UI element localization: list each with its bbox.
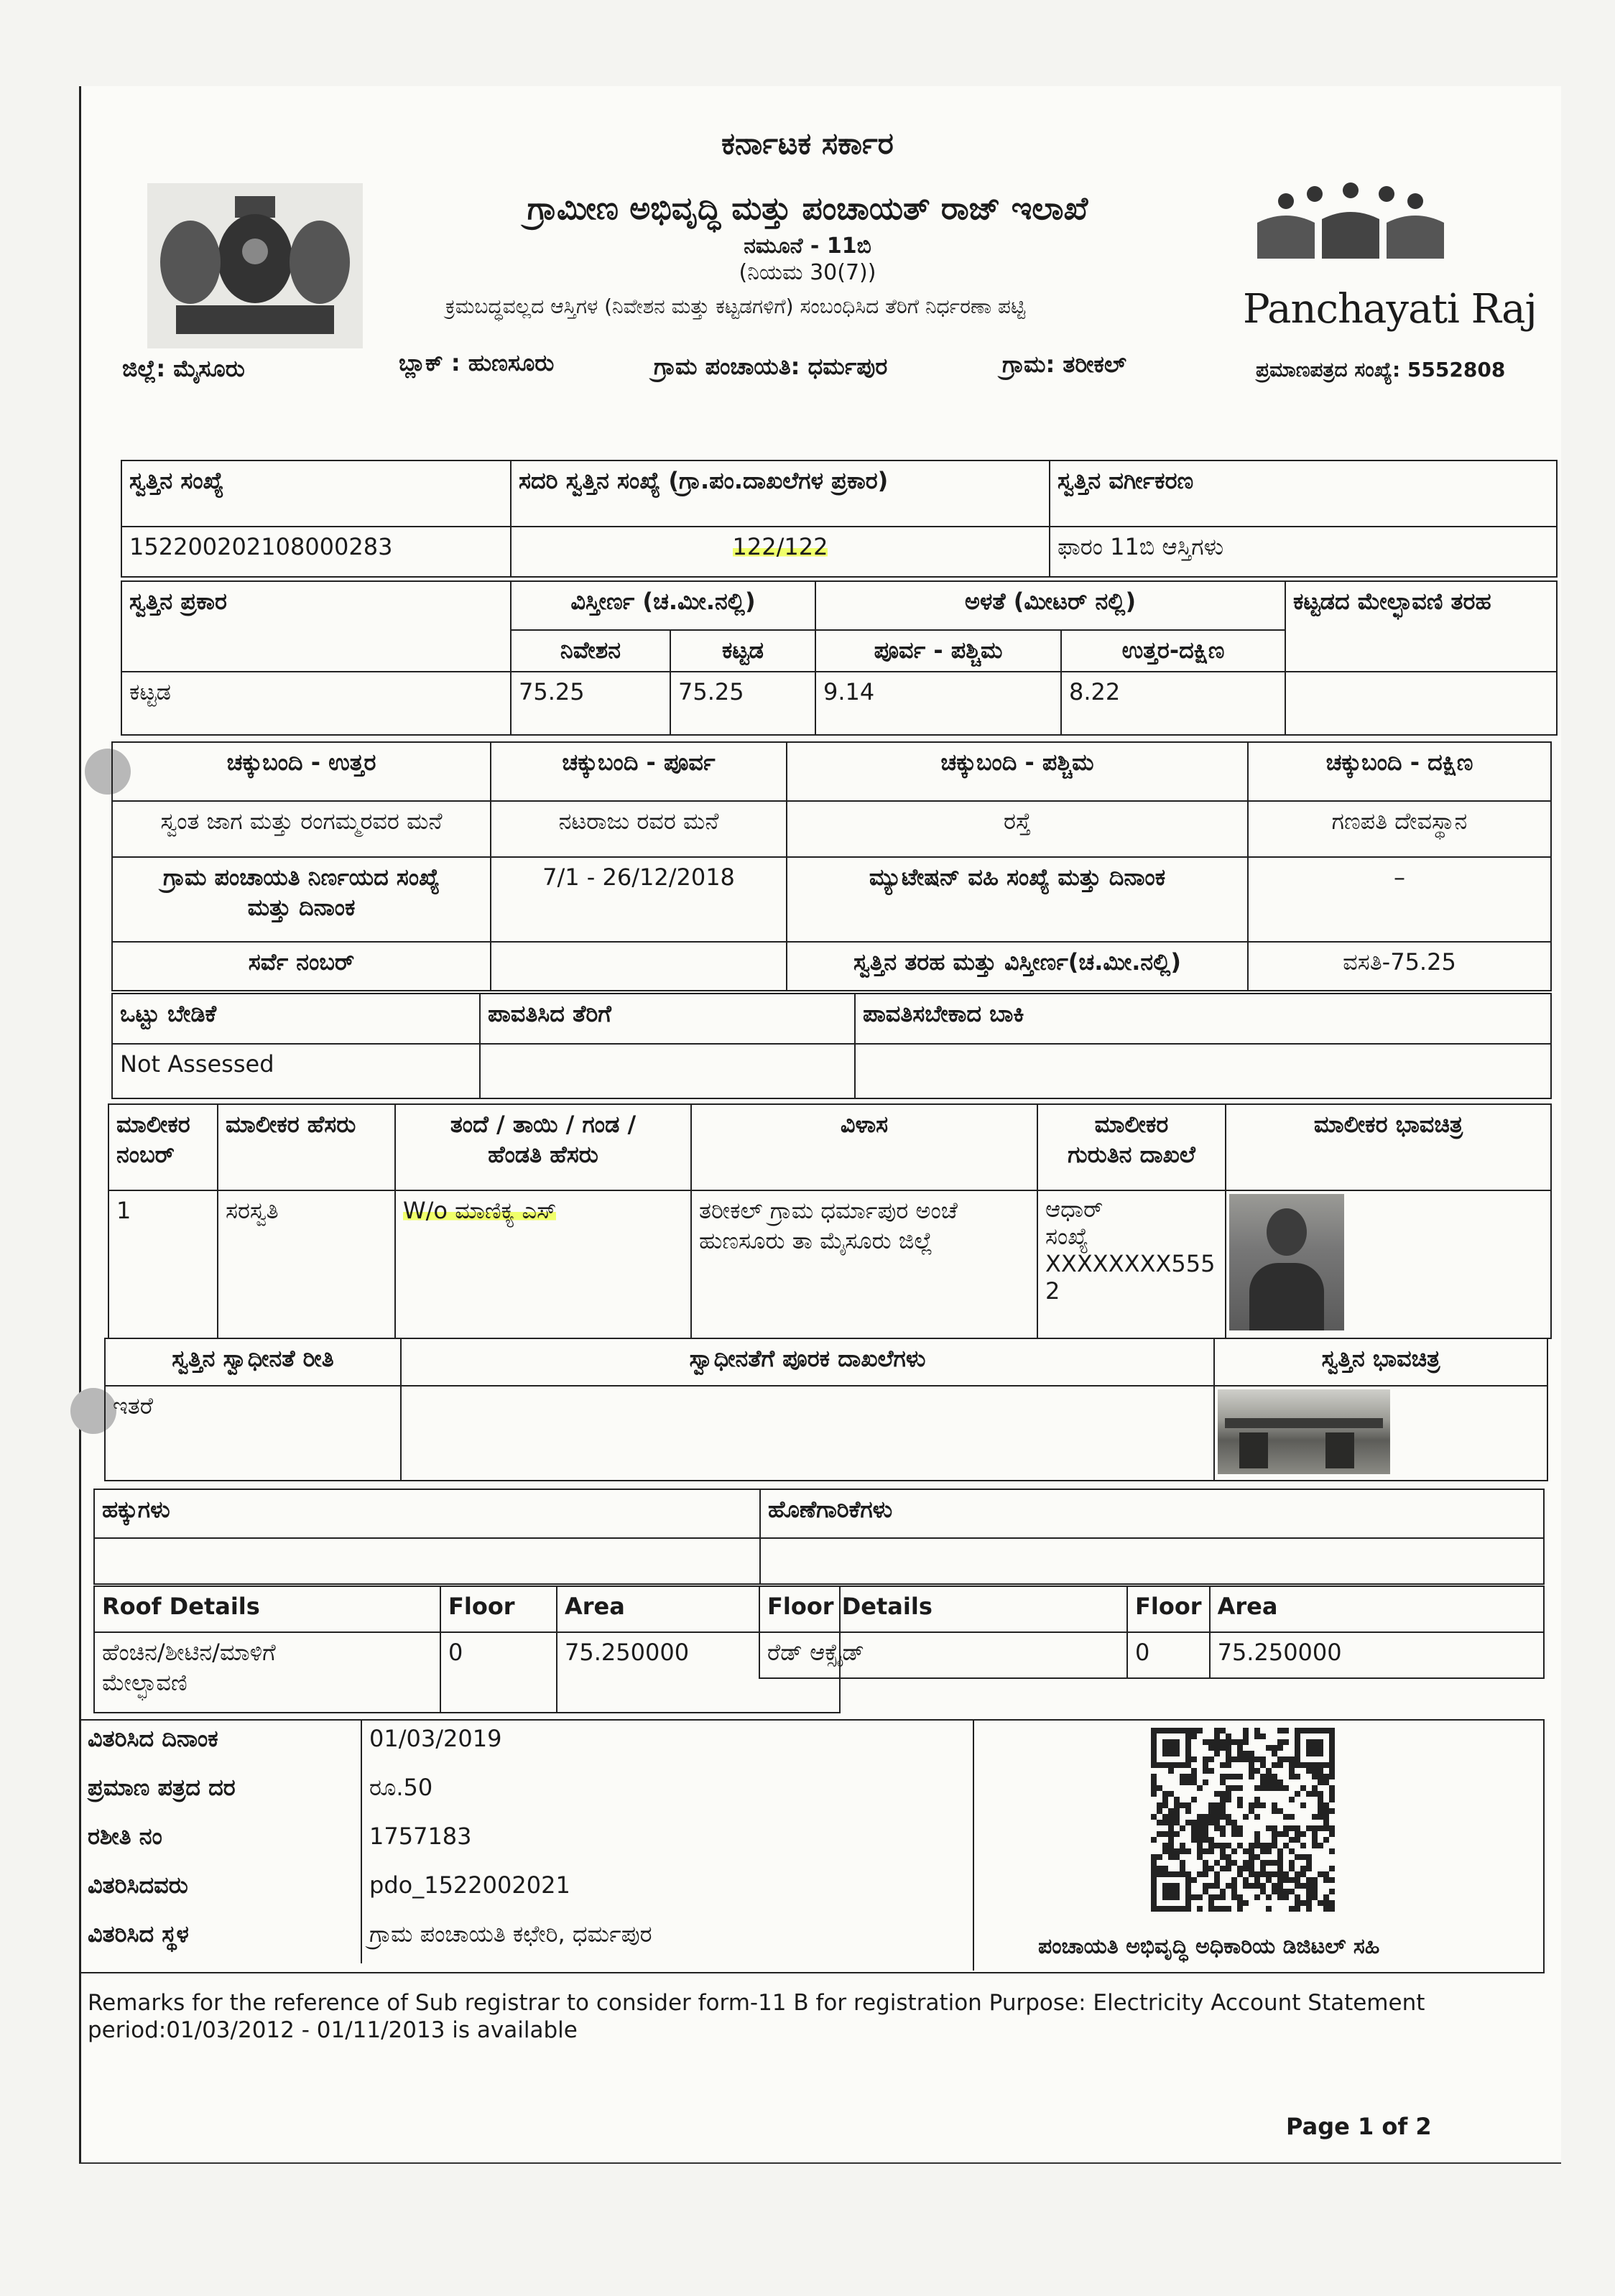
rights-label: ಹಕ್ಕುಗಳು — [94, 1489, 760, 1538]
floor-details-label: Floor Details — [759, 1586, 1127, 1632]
owner-no-label-2: ನಂಬರ್ — [116, 1141, 175, 1168]
sadari-label: ಸದರಿ ಸ್ವತ್ತಿನ ಸಂಖ್ಯೆ (ಗ್ರಾ.ಪಂ.ದಾಖಲೆಗಳ ಪ್ರಕಾರ) — [511, 460, 1050, 527]
issue-place-value: ಗ್ರಾಮ ಪಂಚಾಯತಿ ಕಛೇರಿ, ಧರ್ಮಪುರ — [361, 1915, 971, 1963]
acquisition-method-value: ಇತರೆ — [105, 1386, 401, 1481]
owner-name-value: ಸರಸ್ವತಿ — [218, 1190, 395, 1338]
east-west-value: 9.14 — [815, 672, 1061, 735]
north-boundary-label: ಚಕ್ಕುಬಂದಿ - ಉತ್ತರ — [112, 742, 491, 801]
qr-code — [1151, 1728, 1335, 1915]
receipt-number-value: 1757183 — [361, 1817, 971, 1866]
block: ಬ್ಲಾಕ್ : ಹುಣಸೂರು — [399, 349, 555, 376]
property-id-label: ಸ್ವತ್ತಿನ ಸಂಖ್ಯೆ — [121, 460, 511, 527]
east-boundary-label: ಚಕ್ಕುಬಂದಿ - ಪೂರ್ವ — [491, 742, 787, 801]
property-area-type-value: ವಸತಿ-75.25 — [1248, 942, 1551, 991]
tax-table — [111, 993, 1552, 1099]
owner-id-number-2: 2 — [1045, 1277, 1060, 1305]
property-photo-label: ಸ್ವತ್ತಿನ ಭಾವಚಿತ್ರ — [1214, 1338, 1547, 1386]
owner-id-number: XXXXXXXX555 — [1045, 1250, 1216, 1277]
issue-divider — [973, 1719, 974, 1971]
roof-details-table — [93, 1586, 841, 1713]
owner-id-label: ಮಾಲೀಕರ — [1094, 1111, 1169, 1138]
issued-by-label: ವಿತರಿಸಿದವರು — [88, 1871, 188, 1899]
certificate-fee-value: ರೂ.50 — [361, 1768, 971, 1817]
classification-label: ಸ್ವತ್ತಿನ ವರ್ಗೀಕರಣ — [1050, 460, 1557, 527]
govt-title: ಕರ್ನಾಟಕ ಸರ್ಕಾರ — [721, 126, 894, 161]
supporting-documents-label: ಸ್ವಾಧೀನತೆಗೆ ಪೂರಕ ದಾಖಲೆಗಳು — [401, 1338, 1214, 1386]
north-boundary-value: ಸ್ವಂತ ಜಾಗ ಮತ್ತು ರಂಗಮ್ಮರವರ ಮನೆ — [112, 801, 491, 857]
certificate-number: ಪ್ರಮಾಣಪತ್ರದ ಸಂಖ್ಯೆ: 5552808 — [1256, 358, 1506, 381]
area-label: ವಿಸ್ತೀರ್ಣ (ಚ.ಮೀ.ನಲ್ಲಿ) — [511, 581, 815, 630]
owner-table — [108, 1103, 1552, 1339]
west-boundary-label: ಚಕ್ಕುಬಂದಿ - ಪಶ್ಚಿಮ — [787, 742, 1248, 801]
site-label: ನಿವೇಶನ — [511, 630, 670, 672]
owner-id-label-2: ಗುರುತಿನ ದಾಖಲೆ — [1068, 1141, 1195, 1168]
boundary-table — [111, 741, 1552, 991]
property-type-value: ಕಟ್ಟಡ — [121, 672, 511, 735]
west-boundary-value: ರಸ್ತೆ — [787, 801, 1248, 857]
liabilities-label: ಹೊಣೆಗಾರಿಕೆಗಳು — [760, 1489, 1544, 1538]
east-west-label: ಪೂರ್ವ - ಪಶ್ಚಿಮ — [815, 630, 1061, 672]
relation-label-2: ಹೆಂಡತಿ ಹೆಸರು — [488, 1141, 598, 1168]
site-area-value: 75.25 — [511, 672, 670, 735]
acquisition-method-label: ಸ್ವತ್ತಿನ ಸ್ವಾಧೀನತೆ ರೀತಿ — [105, 1338, 401, 1386]
roof-area-label: Area — [557, 1586, 840, 1632]
issue-place-label: ವಿತರಿಸಿದ ಸ್ಥಳ — [88, 1920, 189, 1948]
owner-no-value: 1 — [108, 1190, 218, 1338]
roof-floor-label: Floor — [440, 1586, 557, 1632]
page-number: Page 1 of 2 — [1286, 2113, 1432, 2140]
total-demand-value: Not Assessed — [112, 1044, 480, 1098]
property-photo — [1218, 1389, 1390, 1474]
gp-decision-label-2: ಮತ್ತು ದಿನಾಂಕ — [247, 894, 356, 921]
roof-type-value: ಹೆಂಚಿನ/ಶೀಟಿನ/ಮಾಳಿಗೆ — [102, 1639, 276, 1666]
panchayati-raj-logo — [1243, 180, 1458, 280]
rule-number: (ನಿಯಮ 30(7)) — [739, 260, 876, 285]
building-label: ಕಟ್ಟಡ — [670, 630, 815, 672]
survey-number-value — [491, 942, 787, 991]
tax-paid-value — [480, 1044, 855, 1098]
receipt-number-label: ರಶೀತಿ ನಂ — [88, 1823, 162, 1850]
issue-date-value: 01/03/2019 — [361, 1719, 971, 1768]
north-south-label: ಉತ್ತರ-ದಕ್ಷಿಣ — [1061, 630, 1285, 672]
owner-photo — [1229, 1194, 1344, 1330]
floor-area-value: 75.250000 — [1210, 1632, 1544, 1678]
department-title: ಗ್ರಾಮೀಣ ಅಭಿವೃದ್ಧಿ ಮತ್ತು ಪಂಚಾಯತ್ ರಾಜ್ ಇಲಾಖೆ — [527, 190, 1088, 227]
balance-label: ಪಾವತಿಸಬೇಕಾದ ಬಾಕಿ — [855, 994, 1551, 1044]
panchayati-raj-logo-text: Panchayati Raj — [1243, 286, 1537, 333]
district: ಜಿಲ್ಲೆ: ಮೈಸೂರು — [122, 355, 245, 382]
owner-address-line-1: ತರೀಕಲ್ ಗ್ರಾಮ ಧರ್ಮಾಪುರ ಅಂಚೆ — [699, 1197, 958, 1224]
floor-area-label: Area — [1210, 1586, 1544, 1632]
certificate-fee-label: ಪ್ರಮಾಣ ಪತ್ರದ ದರ — [88, 1774, 236, 1801]
sadari-value: 122/122 — [732, 533, 828, 560]
gram-panchayat: ಗ್ರಾಮ ಪಂಚಾಯತಿ: ಧರ್ಮಪುರ — [654, 353, 888, 380]
balance-value — [855, 1044, 1551, 1098]
east-boundary-value: ನಟರಾಜು ರವರ ಮನೆ — [491, 801, 787, 857]
roof-details-label: Roof Details — [94, 1586, 440, 1632]
property-id-table — [121, 460, 1558, 578]
digital-signature-label: ಪಂಚಾಯತಿ ಅಭಿವೃದ್ಧಿ ಅಧಿಕಾರಿಯ ಡಿಜಿಟಲ್ ಸಹಿ — [1038, 1934, 1380, 1959]
property-id-value: 152200202108000283 — [121, 527, 511, 577]
property-area-table — [121, 580, 1558, 736]
roof-type-value-2: ಮೇಲ್ಛಾವಣಿ — [102, 1669, 188, 1696]
acquisition-table — [104, 1338, 1548, 1481]
rights-table — [93, 1489, 1545, 1585]
survey-number-label: ಸರ್ವೆ ನಂಬರ್ — [112, 942, 491, 991]
gp-decision-value: 7/1 - 26/12/2018 — [491, 857, 787, 942]
owner-no-label: ಮಾಲೀಕರ — [116, 1111, 190, 1138]
relation-label: ತಂದೆ / ತಾಯಿ / ಗಂಡ / — [450, 1111, 637, 1138]
owner-id-type-2: ಸಂಖ್ಯೆ — [1045, 1223, 1089, 1250]
owner-photo-label: ಮಾಲೀಕರ ಭಾವಚಿತ್ರ — [1226, 1104, 1551, 1190]
form-subtitle: ಕ್ರಮಬದ್ಧವಲ್ಲದ ಆಸ್ತಿಗಳ (ನಿವೇಶನ ಮತ್ತು ಕಟ್ಟಡಗಳಿಗೆ) ಸಂಬಂಧಿಸಿದ ತೆರಿಗೆ ನಿರ್ಧರಣಾ ಪಟ್ಟಿ — [445, 295, 1026, 318]
south-boundary-value: ಗಣಪತಿ ದೇವಸ್ಥಾನ — [1248, 801, 1551, 857]
north-south-value: 8.22 — [1061, 672, 1285, 735]
owner-id-type: ಆಧಾರ್ — [1045, 1195, 1103, 1223]
floor-floor-label: Floor — [1127, 1586, 1210, 1632]
relation-value: W/o ಮಾಣಿಕ್ಯ ಎಸ್ — [403, 1197, 557, 1224]
roof-type-label: ಕಟ್ಟಡದ ಮೇಲ್ಛಾವಣಿ ತರಹ — [1285, 581, 1557, 672]
building-area-value: 75.25 — [670, 672, 815, 735]
property-area-type-label: ಸ್ವತ್ತಿನ ತರಹ ಮತ್ತು ವಿಸ್ತೀರ್ಣ(ಚ.ಮೀ.ನಲ್ಲಿ) — [787, 942, 1248, 991]
remarks-line-2: period:01/03/2012 - 01/11/2013 is available — [88, 2017, 578, 2043]
roof-floor-value: 0 — [440, 1632, 557, 1713]
measurement-label: ಅಳತೆ (ಮೀಟರ್ ನಲ್ಲಿ) — [815, 581, 1285, 630]
south-boundary-label: ಚಕ್ಕುಬಂದಿ - ದಕ್ಷಿಣ — [1248, 742, 1551, 801]
remarks-line-1: Remarks for the reference of Sub registrar to consider form-11 B for registration Purpose: Electricity Account Statement — [88, 1990, 1425, 2016]
floor-type-value: ರೆಡ್ ಆಕ್ಸೈಡ್ — [759, 1632, 1127, 1678]
owner-address-line-2: ಹುಣಸೂರು ತಾ ಮೈಸೂರು ಜಿಲ್ಲೆ — [699, 1227, 933, 1254]
mutation-label: ಮ್ಯುಟೇಷನ್ ವಹಿ ಸಂಖ್ಯೆ ಮತ್ತು ದಿನಾಂಕ — [787, 857, 1248, 942]
village: ಗ್ರಾಮ: ತರೀಕಲ್ — [1002, 351, 1126, 378]
owner-name-label: ಮಾಲೀಕರ ಹೆಸರು — [218, 1104, 395, 1190]
floor-details-table — [759, 1586, 1545, 1679]
address-label: ವಿಳಾಸ — [691, 1104, 1037, 1190]
form-number: ನಮೂನೆ - 11ಬಿ — [744, 233, 871, 259]
floor-floor-value: 0 — [1127, 1632, 1210, 1678]
mutation-value: – — [1248, 857, 1551, 942]
classification-value: ಫಾರಂ 11ಬಿ ಆಸ್ತಿಗಳು — [1050, 527, 1557, 577]
tax-paid-label: ಪಾವತಿಸಿದ ತೆರಿಗೆ — [480, 994, 855, 1044]
issued-by-value: pdo_1522002021 — [361, 1866, 971, 1915]
gp-decision-label: ಗ್ರಾಮ ಪಂಚಾಯತಿ ನಿರ್ಣಯದ ಸಂಖ್ಯೆ — [162, 864, 440, 891]
issue-date-label: ವಿತರಿಸಿದ ದಿನಾಂಕ — [80, 1719, 361, 1768]
roof-area-value: 75.250000 — [557, 1632, 840, 1713]
total-demand-label: ಒಟ್ಟು ಬೇಡಿಕೆ — [112, 994, 480, 1044]
property-type-label: ಸ್ವತ್ತಿನ ಪ್ರಕಾರ — [121, 581, 511, 672]
